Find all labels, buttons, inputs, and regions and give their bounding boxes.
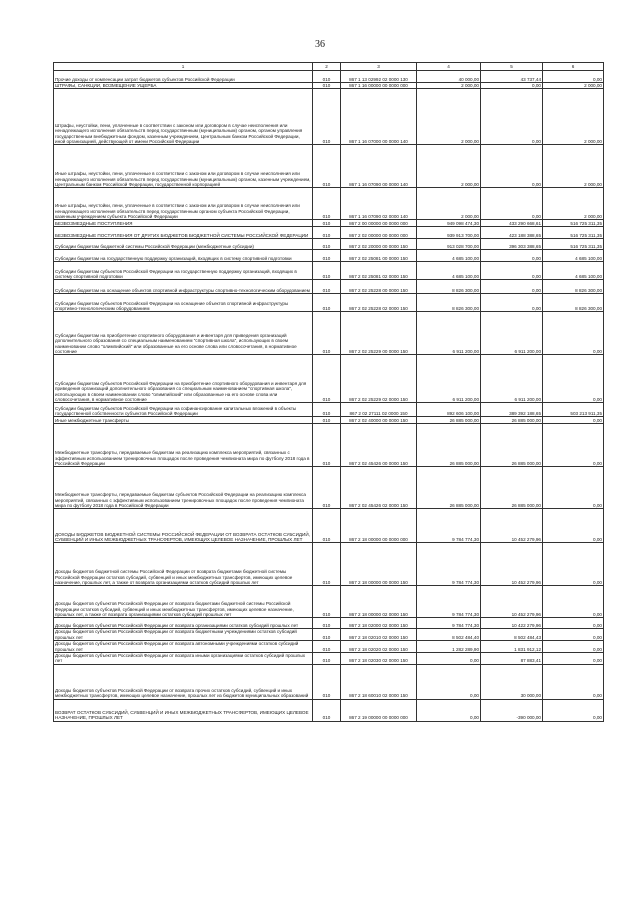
executed-amount: 1 831 912,12: [481, 641, 543, 653]
executed-amount: 30 000,00: [481, 664, 543, 699]
column-header: 6: [543, 63, 604, 71]
executed-amount: 396 303 388,65: [481, 239, 543, 250]
budget-classification-code: 867 2 02 25229 02 0000 150: [341, 355, 417, 403]
line-code: 010: [313, 618, 341, 629]
executed-amount: 10 452 279,96: [481, 586, 543, 618]
budget-classification-code: 867 1 16 07090 00 0000 140: [341, 145, 417, 188]
column-header: 4: [417, 63, 481, 71]
line-item-name: БЕЗВОЗМЕЗДНЫЕ ПОСТУПЛЕНИЯ ОТ ДРУГИХ БЮДЖЕТОВ БЮДЖЕТНОЙ СИСТЕМЫ РОССИЙСКОЙ ФЕДЕРАЦИИ: [54, 227, 313, 239]
unexecuted-amount: 8 826 300,00: [543, 294, 604, 312]
line-code: 010: [313, 227, 341, 239]
unexecuted-amount: 516 725 311,35: [543, 220, 604, 227]
approved-amount: 6 911 200,00: [417, 355, 481, 403]
executed-amount: 0,00: [481, 188, 543, 220]
budget-classification-code: 867 2 18 02010 02 0000 150: [341, 629, 417, 641]
executed-amount: 6 911 200,00: [481, 355, 543, 403]
executed-amount: 6 911 200,00: [481, 312, 543, 355]
line-code: 010: [313, 220, 341, 227]
approved-amount: 8 826 300,00: [417, 294, 481, 312]
line-code: 010: [313, 188, 341, 220]
unexecuted-amount: 516 725 311,35: [543, 239, 604, 250]
line-code: 010: [313, 699, 341, 721]
table-row: [54, 227, 604, 239]
approved-amount: 4 685 100,00: [417, 262, 481, 280]
approved-amount: 9 784 774,30: [417, 618, 481, 629]
line-code: 010: [313, 71, 341, 83]
line-code: 010: [313, 89, 341, 145]
line-item-name: Иные межбюджетные трансферты: [54, 417, 313, 424]
line-item-name: Доходы бюджетов бюджетной системы Российской Федерации от возврата бюджетами бюджетной системы Российской Федерации остатков субсидий, субвенций и иных межбюджетных трансфертов, имеющих целевое назначение, прошлых лет, а также от возврата организациями остатков субсидий прошлых лет: [54, 543, 313, 586]
line-item-name: Межбюджетные трансферты, передаваемые бюджетам на реализацию комплекса мероприятий, связанных с эффективным использованием тренировочных площадок после проведения чемпионата мира по футболу 2018 года в Российской Федерации: [54, 424, 313, 467]
unexecuted-amount: 0,00: [543, 543, 604, 586]
line-code: 010: [313, 586, 341, 618]
budget-classification-code: 867 2 02 25081 00 0000 150: [341, 250, 417, 262]
line-item-name: ВОЗВРАТ ОСТАТКОВ СУБСИДИЙ, СУБВЕНЦИЙ И ИНЫХ МЕЖБЮДЖЕТНЫХ ТРАНСФЕРТОВ, ИМЕЮЩИХ ЦЕЛЕВОЕ НАЗНАЧЕНИЕ, ПРОШЛЫХ ЛЕТ: [54, 699, 313, 721]
line-item-name: Доходы бюджетов субъектов Российской Федерации от возврата автономными учреждениями остатков субсидий прошлых лет: [54, 641, 313, 653]
line-item-name: Штрафы, неустойки, пени, уплаченные в соответствии с законом или договором в случае неисполнения или ненадлежащего исполнения обязательств перед государственным (муниципальным) органом, органом управления государственным внебюджетным фондом, казенным учреждением, Центральным банком Российской Федерации, иной организацией, действующей от имени Российской Федерации: [54, 89, 313, 145]
table-row: [54, 618, 604, 629]
unexecuted-amount: 2 000,00: [543, 145, 604, 188]
unexecuted-amount: 516 725 311,35: [543, 227, 604, 239]
table-row: [54, 641, 604, 653]
line-code: 010: [313, 417, 341, 424]
table-row: [54, 355, 604, 403]
line-code: 010: [313, 280, 341, 294]
approved-amount: 6 911 200,00: [417, 312, 481, 355]
executed-amount: 87 883,41: [481, 653, 543, 665]
approved-amount: 939 913 700,00: [417, 227, 481, 239]
table-row: [54, 653, 604, 665]
approved-amount: 1 282 289,90: [417, 641, 481, 653]
executed-amount: 0,00: [481, 250, 543, 262]
table-row: [54, 262, 604, 280]
line-code: 010: [313, 653, 341, 665]
line-code: 010: [313, 83, 341, 89]
line-code: 010: [313, 145, 341, 188]
approved-amount: 913 028 700,00: [417, 239, 481, 250]
budget-classification-code: 867 2 18 02020 02 0000 150: [341, 641, 417, 653]
approved-amount: 4 685 100,00: [417, 250, 481, 262]
column-header: 3: [341, 63, 417, 71]
line-item-name: Доходы бюджетов субъектов Российской Федерации от возврата бюджетными учреждениями остатков субсидий прошлых лет: [54, 629, 313, 641]
unexecuted-amount: 0,00: [543, 618, 604, 629]
unexecuted-amount: 2 000,00: [543, 83, 604, 89]
unexecuted-amount: 0,00: [543, 586, 604, 618]
budget-classification-code: 867 2 02 45426 02 0000 150: [341, 467, 417, 509]
executed-amount: 389 392 188,65: [481, 403, 543, 417]
line-code: 010: [313, 424, 341, 467]
line-item-name: Иные штрафы, неустойки, пени, уплаченные в соответствии с законом или договором в случае неисполнения или ненадлежащего исполнения обязательств перед государственным (муниципальным) органом, казенным учреждением, Центральным банком Российской Федерации, государственной корпорацией: [54, 145, 313, 188]
column-header: 5: [481, 63, 543, 71]
budget-classification-code: 867 2 02 25081 02 0000 150: [341, 262, 417, 280]
approved-amount: 2 000,00: [417, 188, 481, 220]
line-item-name: ДОХОДЫ БЮДЖЕТОВ БЮДЖЕТНОЙ СИСТЕМЫ РОССИЙСКОЙ ФЕДЕРАЦИИ ОТ ВОЗВРАТА ОСТАТКОВ СУБСИДИЙ, СУБВЕНЦИЙ И ИНЫХ МЕЖБЮДЖЕТНЫХ ТРАНСФЕРТОВ, ИМЕЮЩИХ ЦЕЛЕВОЕ НАЗНАЧЕНИЕ, ПРОШЛЫХ ЛЕТ: [54, 509, 313, 543]
unexecuted-amount: 0,00: [543, 509, 604, 543]
budget-classification-code: 867 2 02 20000 00 0000 150: [341, 239, 417, 250]
executed-amount: 8 502 484,43: [481, 629, 543, 641]
line-code: 010: [313, 509, 341, 543]
unexecuted-amount: 4 685 100,00: [543, 250, 604, 262]
table-row: [54, 417, 604, 424]
column-header: 1: [54, 63, 313, 71]
budget-revenue-table: [53, 62, 604, 722]
line-code: 010: [313, 403, 341, 417]
line-code: 010: [313, 312, 341, 355]
approved-amount: 0,00: [417, 699, 481, 721]
approved-amount: 26 885 000,00: [417, 417, 481, 424]
budget-classification-code: 867 1 16 00000 00 0000 000: [341, 83, 417, 89]
budget-classification-code: 867 2 18 00000 00 0000 000: [341, 509, 417, 543]
line-code: 010: [313, 355, 341, 403]
budget-classification-code: 867 1 16 07000 00 0000 140: [341, 89, 417, 145]
unexecuted-amount: 0,00: [543, 467, 604, 509]
approved-amount: 2 000,00: [417, 83, 481, 89]
budget-classification-code: 867 2 18 02030 02 0000 150: [341, 653, 417, 665]
budget-classification-code: 867 1 13 02992 02 0000 130: [341, 71, 417, 83]
table-row: [54, 280, 604, 294]
executed-amount: 0,00: [481, 262, 543, 280]
unexecuted-amount: 8 826 300,00: [543, 280, 604, 294]
approved-amount: 949 098 474,30: [417, 220, 481, 227]
line-code: 010: [313, 543, 341, 586]
column-number-header-row: [54, 63, 604, 71]
budget-classification-code: 867 2 02 25229 00 0000 150: [341, 312, 417, 355]
budget-classification-code: 867 2 02 27111 02 0000 150: [341, 403, 417, 417]
table-row: [54, 586, 604, 618]
line-item-name: Иные штрафы, неустойки, пени, уплаченные в соответствии с законом или договором в случае неисполнения или ненадлежащего исполнения обязательств перед государственным органом субъекта Российской Федерации, казенным учреждением субъекта Российской Федерации: [54, 188, 313, 220]
budget-classification-code: 867 1 16 07090 02 0000 140: [341, 188, 417, 220]
executed-amount: 0,00: [481, 89, 543, 145]
line-item-name: Субсидии бюджетам бюджетной системы Российской Федерации (межбюджетные субсидии): [54, 239, 313, 250]
table-row: [54, 145, 604, 188]
line-item-name: Доходы бюджетов субъектов Российской Федерации от возврата прочих остатков субсидий, субвенций и иных межбюджетных трансфертов, имеющих целевое назначение, прошлых лет из бюджетов муниципальных образований: [54, 664, 313, 699]
table-row: [54, 543, 604, 586]
executed-amount: 10 452 279,96: [481, 543, 543, 586]
unexecuted-amount: 0,00: [543, 312, 604, 355]
table-row: [54, 509, 604, 543]
line-code: 010: [313, 664, 341, 699]
line-item-name: Субсидии бюджетам на оснащение объектов спортивной инфраструктуры спортивно-технологическим оборудованием: [54, 280, 313, 294]
unexecuted-amount: 0,00: [543, 699, 604, 721]
line-code: 010: [313, 239, 341, 250]
approved-amount: 9 784 774,30: [417, 586, 481, 618]
line-item-name: Субсидии бюджетам субъектов Российской Федерации на государственную поддержку организаций, входящих в систему спортивной подготовки: [54, 262, 313, 280]
column-header: 2: [313, 63, 341, 71]
table-row: [54, 312, 604, 355]
unexecuted-amount: 4 685 100,00: [543, 262, 604, 280]
approved-amount: 0,00: [417, 653, 481, 665]
approved-amount: 40 000,00: [417, 71, 481, 83]
executed-amount: 0,00: [481, 145, 543, 188]
unexecuted-amount: 0,00: [543, 641, 604, 653]
approved-amount: 9 784 774,30: [417, 543, 481, 586]
approved-amount: 0,00: [417, 664, 481, 699]
budget-classification-code: 867 2 19 00000 00 0000 000: [341, 699, 417, 721]
budget-classification-code: 867 2 18 60010 02 0000 150: [341, 664, 417, 699]
line-code: 010: [313, 629, 341, 641]
executed-amount: 10 452 279,96: [481, 509, 543, 543]
table-row: [54, 699, 604, 721]
table-row: [54, 629, 604, 641]
unexecuted-amount: 503 213 911,35: [543, 403, 604, 417]
line-item-name: Субсидии бюджетам на государственную поддержку организаций, входящих в систему спортивной подготовки: [54, 250, 313, 262]
executed-amount: 0,00: [481, 294, 543, 312]
budget-classification-code: 867 2 18 00000 02 0000 150: [341, 586, 417, 618]
approved-amount: 2 000,00: [417, 89, 481, 145]
page-number: 36: [315, 39, 325, 50]
executed-amount: 423 188 388,65: [481, 227, 543, 239]
executed-amount: 433 290 668,61: [481, 220, 543, 227]
line-code: 010: [313, 294, 341, 312]
table-row: [54, 664, 604, 699]
budget-classification-code: 867 2 02 25228 02 0000 150: [341, 294, 417, 312]
line-item-name: Субсидии бюджетам субъектов Российской Федерации на оснащение объектов спортивной инфраструктуры спортивно-технологическим оборудованием: [54, 294, 313, 312]
executed-amount: 26 885 000,00: [481, 417, 543, 424]
approved-amount: 8 826 300,00: [417, 280, 481, 294]
line-code: 010: [313, 641, 341, 653]
table-row: [54, 239, 604, 250]
executed-amount: -390 000,00: [481, 699, 543, 721]
unexecuted-amount: 2 000,00: [543, 188, 604, 220]
line-code: 010: [313, 250, 341, 262]
budget-classification-code: 867 2 02 00000 00 0000 000: [341, 227, 417, 239]
budget-classification-code: 867 2 02 40000 00 0000 150: [341, 417, 417, 424]
line-item-name: Субсидии бюджетам на приобретение спортивного оборудования и инвентаря для приведения организаций дополнительного образования со специальным наименованием "спортивная школа", использующих в своем наименовании слово "олимпийский" или образованные на его основе слова или словосочетания, в нормативное состояние: [54, 312, 313, 355]
executed-amount: 0,00: [481, 280, 543, 294]
approved-amount: 2 000,00: [417, 145, 481, 188]
line-item-name: Межбюджетные трансферты, передаваемые бюджетам субъектов Российской Федерации на реализацию комплекса мероприятий, связанных с эффективным использованием тренировочных площадок после проведения чемпионата мира по футболу 2018 года в Российской Федерации: [54, 467, 313, 509]
approved-amount: 8 502 484,40: [417, 629, 481, 641]
table-row: [54, 467, 604, 509]
line-item-name: Субсидии бюджетам субъектов Российской Федерации на софинансирование капитальных вложений в объекты государственной собственности субъектов Российской Федерации: [54, 403, 313, 417]
approved-amount: 9 784 774,30: [417, 509, 481, 543]
table-row: [54, 220, 604, 227]
executed-amount: 43 737,44: [481, 71, 543, 83]
table-row: [54, 424, 604, 467]
line-item-name: БЕЗВОЗМЕЗДНЫЕ ПОСТУПЛЕНИЯ: [54, 220, 313, 227]
executed-amount: 10 422 279,96: [481, 618, 543, 629]
line-item-name: Доходы бюджетов субъектов Российской Федерации от возврата иными организациями остатков субсидий прошлых лет: [54, 653, 313, 665]
executed-amount: 26 885 000,00: [481, 424, 543, 467]
line-item-name: Субсидии бюджетам субъектов Российской Федерации на приобретение спортивного оборудования и инвентаря для приведения организаций дополнительного образования со специальным наименованием "спортивная школа", использующих в своем наименовании слово "олимпийский" или образованные на его основе слова или словосочетания, в нормативное состояние: [54, 355, 313, 403]
line-code: 010: [313, 262, 341, 280]
line-item-name: ШТРАФЫ, САНКЦИИ, ВОЗМЕЩЕНИЕ УЩЕРБА: [54, 83, 313, 89]
unexecuted-amount: 0,00: [543, 417, 604, 424]
unexecuted-amount: 0,00: [543, 629, 604, 641]
executed-amount: 0,00: [481, 83, 543, 89]
table-row: [54, 250, 604, 262]
budget-classification-code: 867 2 18 00000 00 0000 150: [341, 543, 417, 586]
table-row: [54, 89, 604, 145]
unexecuted-amount: 0,00: [543, 355, 604, 403]
line-item-name: Доходы бюджетов субъектов Российской Федерации от возврата бюджетами бюджетной системы Российской Федерации остатков субсидий, субвенций и иных межбюджетных трансфертов, имеющих целевое назначение, прошлых лет, а также от возврата организациями остатков субсидий прошлых лет: [54, 586, 313, 618]
table-row: [54, 403, 604, 417]
unexecuted-amount: 2 000,00: [543, 89, 604, 145]
line-code: 010: [313, 467, 341, 509]
approved-amount: 892 606 100,00: [417, 403, 481, 417]
unexecuted-amount: 0,00: [543, 424, 604, 467]
line-item-name: Прочие доходы от компенсации затрат бюджетов субъектов Российской Федерации: [54, 71, 313, 83]
budget-classification-code: 867 2 02 45426 00 0000 150: [341, 424, 417, 467]
budget-classification-code: 867 2 18 02000 02 0000 150: [341, 618, 417, 629]
unexecuted-amount: 0,00: [543, 664, 604, 699]
approved-amount: 26 885 000,00: [417, 424, 481, 467]
unexecuted-amount: 0,00: [543, 71, 604, 83]
table-row: [54, 294, 604, 312]
executed-amount: 26 885 000,00: [481, 467, 543, 509]
approved-amount: 26 885 000,00: [417, 467, 481, 509]
table-row: [54, 188, 604, 220]
budget-classification-code: 867 2 00 00000 00 0000 000: [341, 220, 417, 227]
line-item-name: Доходы бюджетов субъектов Российской Федерации от возврата организациями остатков субсидий прошлых лет: [54, 618, 313, 629]
table-row: [54, 71, 604, 83]
budget-classification-code: 867 2 02 25228 00 0000 150: [341, 280, 417, 294]
unexecuted-amount: 0,00: [543, 653, 604, 665]
